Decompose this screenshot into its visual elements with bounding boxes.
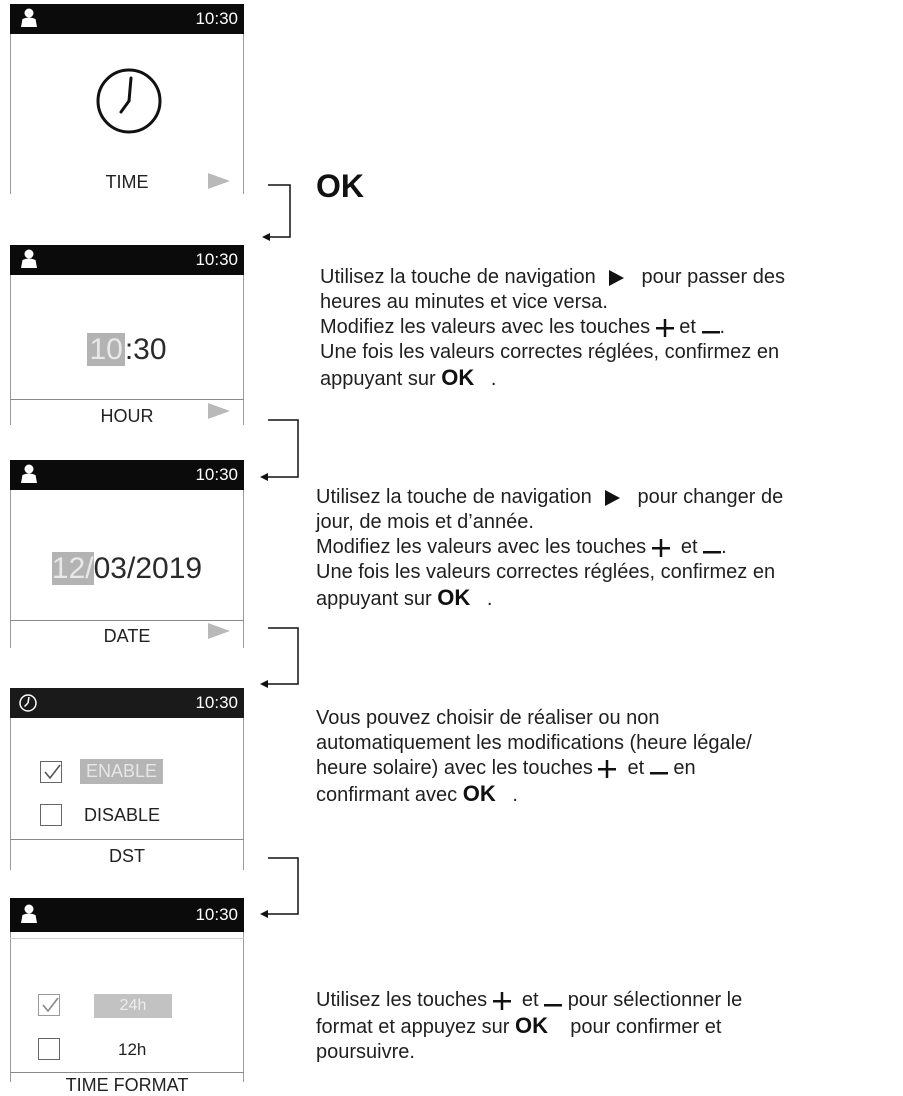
plus-icon [656, 319, 674, 337]
clock-icon [94, 66, 164, 136]
screen-label: TIME [105, 172, 149, 192]
hour-selected: 10 [89, 333, 123, 366]
screen-date [10, 460, 244, 645]
plus-icon [652, 539, 670, 557]
ok-label: OK [316, 168, 364, 204]
clock-icon [18, 693, 38, 713]
nav-right-icon [607, 269, 625, 287]
next-arrow-icon [208, 623, 230, 639]
status-bar [10, 245, 244, 275]
instruction-dst: Vous pouvez choisir de réaliser ou non automatiquement les modifications (heure légale/ heure solaire) avec les touches et en confirmant avec OK . [316, 707, 752, 806]
24h-checkbox[interactable] [38, 994, 60, 1016]
enable-checkbox[interactable] [40, 761, 62, 783]
screen-label: DATE [103, 626, 151, 646]
screen-label: HOUR [100, 406, 154, 426]
minus-icon [544, 992, 562, 1010]
ok-label: OK [437, 585, 471, 610]
status-time: 10:30 [195, 250, 238, 269]
hour-value: 10:30 [89, 333, 167, 366]
status-bar [10, 688, 244, 718]
12h-checkbox[interactable] [38, 1038, 60, 1060]
status-time: 10:30 [195, 905, 238, 924]
disable-checkbox[interactable] [40, 804, 62, 826]
next-arrow-icon [208, 173, 230, 189]
screen-dst [10, 688, 244, 870]
screen-hour [10, 245, 244, 428]
screen-label: DST [109, 846, 145, 866]
connector-arrow [258, 175, 308, 245]
screen-time [10, 4, 244, 194]
plus-icon [598, 760, 616, 778]
connector-arrow [256, 848, 306, 923]
ok-label: OK [515, 1013, 548, 1038]
instruction-hour: Utilisez la touche de navigation pour passer des heures au minutes et vice versa. Modifiez les valeurs avec les touches et . Une fois les valeurs correctes réglées, confirmez en appuyant sur OK . [320, 266, 785, 390]
status-time: 10:30 [195, 9, 238, 28]
next-arrow-icon [208, 403, 230, 419]
minus-icon [703, 539, 721, 557]
plus-icon [493, 992, 511, 1010]
screen-time-format [10, 898, 244, 1095]
status-bar [10, 4, 244, 34]
12h-option[interactable]: 12h [118, 1040, 147, 1059]
status-time: 10:30 [195, 693, 238, 712]
user-icon [20, 904, 38, 924]
user-icon [20, 8, 38, 28]
user-icon [20, 249, 38, 269]
day-selected: 12/ [51, 552, 94, 585]
status-time: 10:30 [195, 465, 238, 484]
nav-right-icon [603, 489, 621, 507]
connector-arrow [256, 618, 306, 693]
ok-label: OK [441, 365, 475, 390]
instruction-format: Utilisez les touches et pour sélectionner le format et appuyez sur OK pour confirmer et poursuivre. [316, 989, 743, 1063]
screen-label: TIME FORMAT [65, 1075, 189, 1095]
minus-icon [650, 760, 668, 778]
instruction-date: Utilisez la touche de navigation pour changer de jour, de mois et d’année. Modifiez les valeurs avec les touches et . Une fois les valeurs correctes réglées, confirmez en appuyant sur OK . [316, 486, 784, 610]
enable-option[interactable]: ENABLE [80, 759, 163, 784]
date-value: 12/03/2019 [51, 552, 203, 585]
24h-option[interactable]: 24h [94, 994, 172, 1018]
ok-label: OK [462, 781, 496, 806]
user-icon [20, 464, 38, 484]
status-bar [10, 898, 244, 932]
minus-icon [702, 319, 720, 337]
disable-option[interactable]: DISABLE [84, 805, 161, 825]
connector-arrow [256, 410, 306, 485]
status-bar [10, 460, 244, 490]
